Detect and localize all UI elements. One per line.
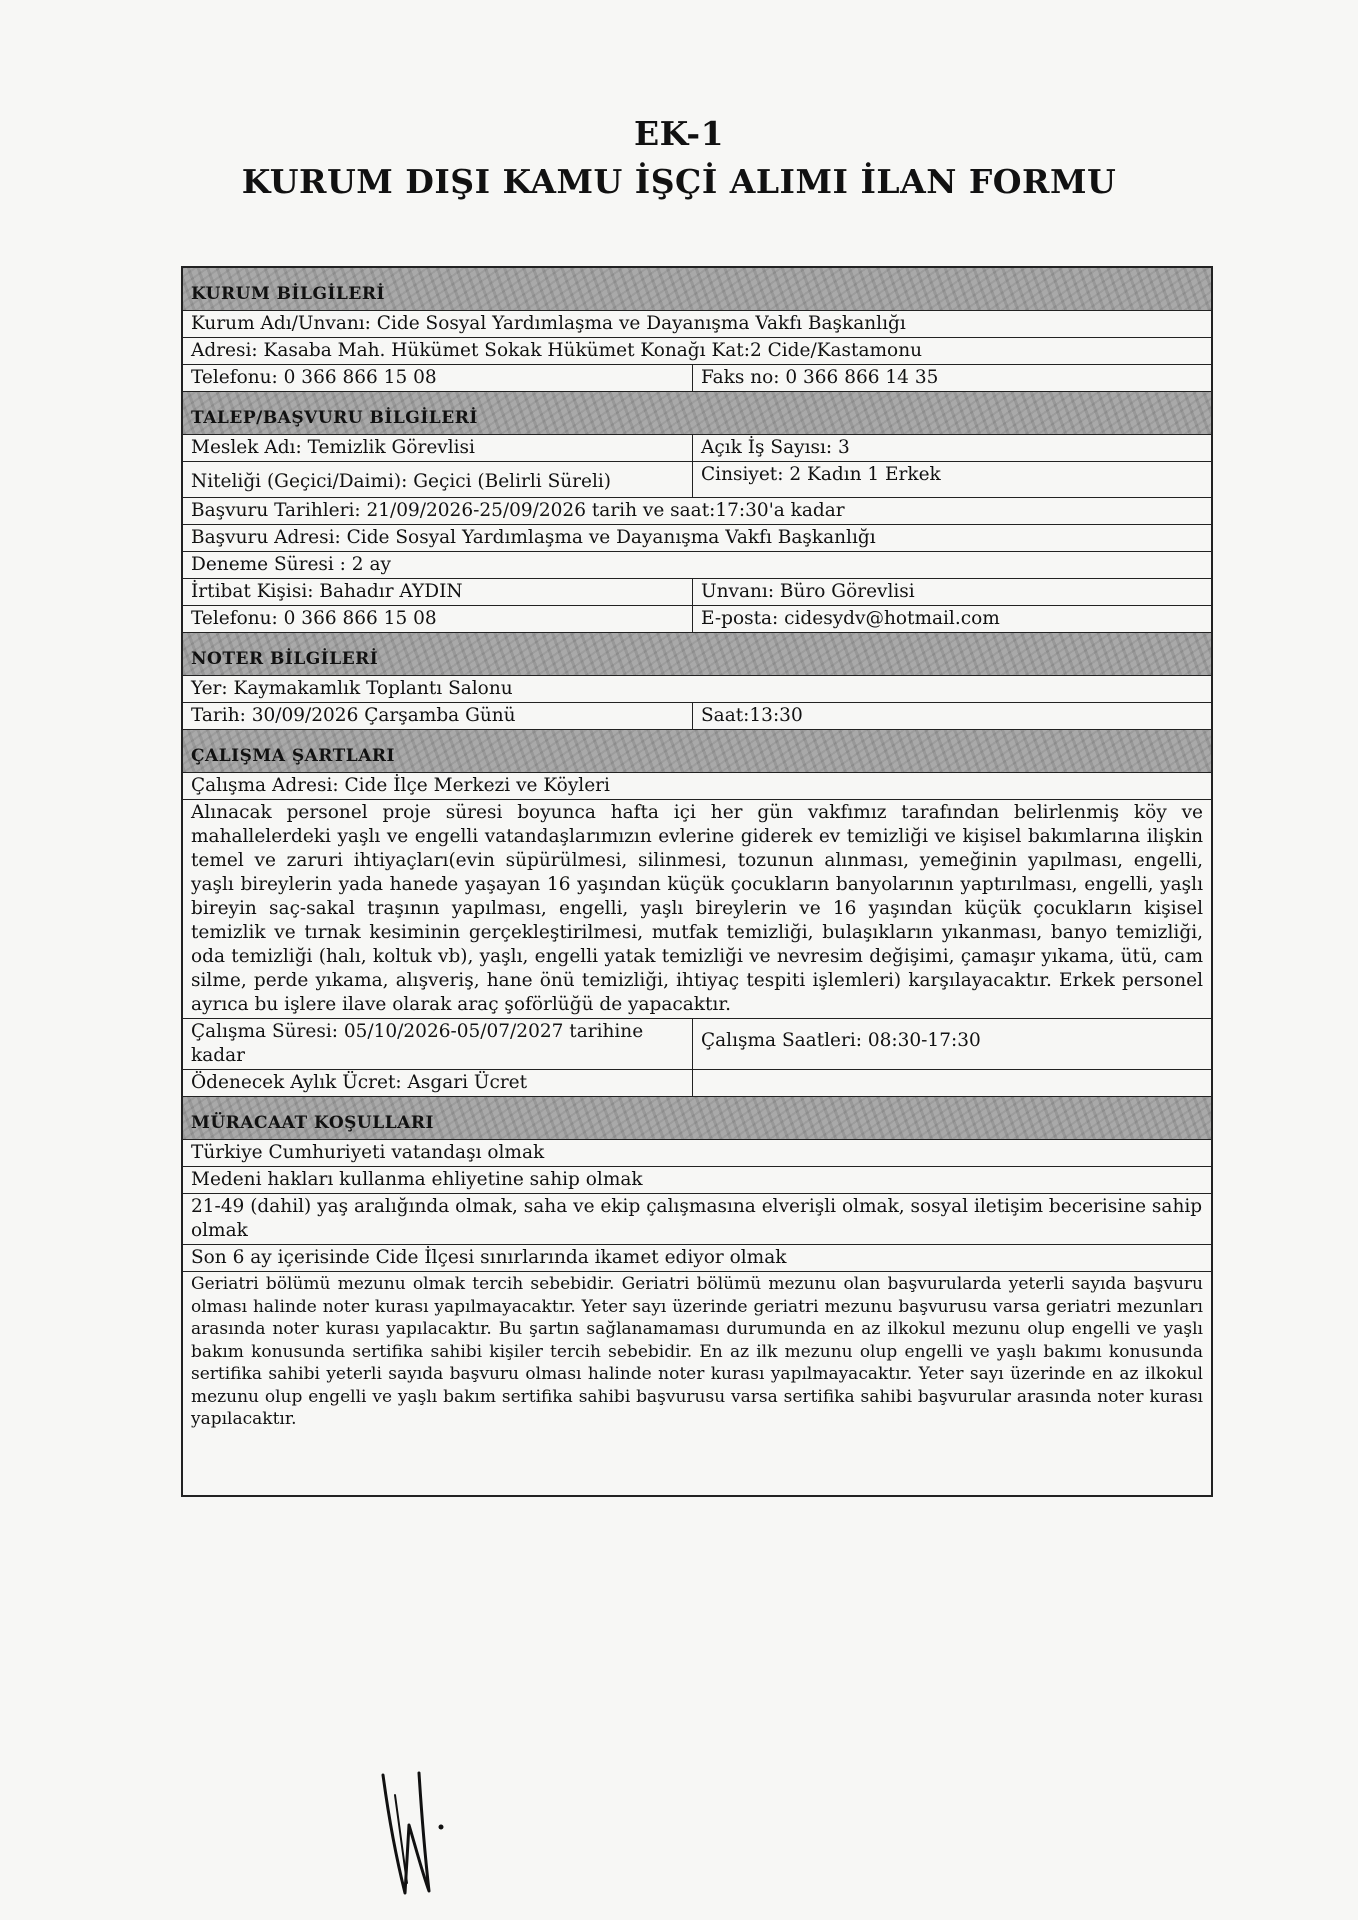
calisma-aciklama: Alınacak personel proje süresi boyunca hafta içi her gün vakfımız tarafından belirlenmiş köy ve mahallelerdeki yaşlı ve engelli vatandaşlarımızın evlerine giderek ev temizliği ve kişisel bakımlarına ilişkin temel ve zaruri ihtiyaçları(evin süpürülmesi, silinmesi, tozunun alınması, yemeğinin yapılması, engelli, yaşlı bireylerin yada hanede yaşayan 16 yaşından küçük çocukların banyolarının yaptırılması, engelli, yaşlı bireyin saç-sakal traşının yapılması, engelli, yaşlı bireylerin ve 16 yaşından küçük çocukların kişisel temizlik ve tırnak kesiminin gerçekleştirilmesi, mutfak temizliği, bulaşıkların yıkanması, banyo temizliği, oda temizliği (halı, koltuk vb), yaşlı, engelli yatak temizliği ve nevresim değişimi, çamaşır yıkama, ütü, cam silme, perde yıkama, alışveriş, hane önü temizliği, ihtiyaç tespiti işlemleri) karşılayacaktır. Erkek personel ayrıca bu işlere ilave olarak araç şoförlüğü de yapacaktır. xyxy=(191,802,1203,1015)
irtibat-eposta: E-posta: cidesydv@hotmail.com xyxy=(701,608,1000,629)
irtibat-unvan: Unvanı: Büro Görevlisi xyxy=(701,581,915,602)
noter-tarih: Tarih: 30/09/2026 Çarşamba Günü xyxy=(183,703,693,729)
kurum-adi: Kurum Adı/Unvanı: Cide Sosyal Yardımlaşma ve Dayanışma Vakfı Başkanlığı xyxy=(191,313,906,334)
row-calisma-suresi xyxy=(183,1019,1211,1070)
kosul-geriatri: Geriatri bölümü mezunu olmak tercih sebebidir. Geriatri bölümü mezunu olan başvurularda yeterli sayıda başvuru olması halinde noter kurası yapılmayacaktır. Yeter sayı üzerinde geriatri mezunu başvurusu varsa geriatri mezunları arasında noter kurası yapılacaktır. Bu şartın sağlanamaması durumunda en az ilkokul mezunu olup engelli ve yaşlı bakım konusunda sertifika sahibi kişiler tercih sebebidir. En az ilk mezunu olup engelli ve yaşlı bakımı konusunda sertifika sahibi yeterli sayıda başvuru olması halinde noter kurası yapılmayacaktır. Yeter sayı üzerinde en az ilkokul mezunu olup engelli ve yaşlı bakım sertifika sahibi başvurusu varsa sertifika sahibi başvurular arasında noter kurası yapılacaktır. xyxy=(191,1274,1203,1429)
calisma-suresi: Çalışma Süresi: 05/10/2026-05/07/2027 tarihine kadar xyxy=(183,1019,693,1069)
row-nitelik xyxy=(183,462,1211,498)
row-noter-tarih xyxy=(183,703,1211,730)
row-meslek xyxy=(183,435,1211,462)
row-ucret xyxy=(183,1070,1211,1097)
aylik-ucret: Ödenecek Aylık Ücret: Asgari Ücret xyxy=(183,1070,693,1096)
section-title-kurum: KURUM BİLGİLERİ xyxy=(191,284,385,304)
row-irtibat xyxy=(183,579,1211,606)
row-kurum-iletisim xyxy=(183,365,1211,392)
acik-is-sayisi: Açık İş Sayısı: 3 xyxy=(701,437,850,458)
section-title-noter: NOTER BİLGİLERİ xyxy=(191,649,379,669)
row-kosul-1 xyxy=(183,1140,1211,1167)
row-calisma-aciklama xyxy=(183,800,1211,1019)
annex-number: EK-1 xyxy=(633,114,725,153)
row-kosul-5 xyxy=(183,1272,1211,1495)
kurum-faks: Faks no: 0 366 866 14 35 xyxy=(701,367,939,388)
noter-saat: Saat:13:30 xyxy=(701,705,803,726)
irtibat-kisisi: İrtibat Kişisi: Bahadır AYDIN xyxy=(183,579,693,605)
kosul-medeni-haklar: Medeni hakları kullanma ehliyetine sahip olmak xyxy=(191,1169,643,1190)
section-talep xyxy=(183,392,1211,435)
calisma-adresi: Çalışma Adresi: Cide İlçe Merkezi ve Köyleri xyxy=(191,775,610,796)
row-kurum-adres xyxy=(183,338,1211,365)
row-kosul-4 xyxy=(183,1245,1211,1272)
row-basvuru-tarihleri xyxy=(183,498,1211,525)
kurum-adres: Adresi: Kasaba Mah. Hükümet Sokak Hükümet Konağı Kat:2 Cide/Kastamonu xyxy=(191,340,923,361)
section-title-talep: TALEP/BAŞVURU BİLGİLERİ xyxy=(191,408,478,428)
row-irtibat-iletisim xyxy=(183,606,1211,633)
noter-yer: Yer: Kaymakamlık Toplantı Salonu xyxy=(191,678,513,699)
basvuru-adresi: Başvuru Adresi: Cide Sosyal Yardımlaşma ve Dayanışma Vakfı Başkanlığı xyxy=(191,527,876,548)
section-calisma xyxy=(183,730,1211,773)
irtibat-telefon: Telefonu: 0 366 866 15 08 xyxy=(183,606,693,632)
signature-mark xyxy=(375,1765,455,1905)
kosul-vatandaslik: Türkiye Cumhuriyeti vatandaşı olmak xyxy=(191,1142,545,1163)
section-muracaat xyxy=(183,1097,1211,1140)
niteligi: Niteliği (Geçici/Daimi): Geçici (Belirli Süreli) xyxy=(183,462,693,497)
section-kurum xyxy=(183,268,1211,311)
row-kosul-2 xyxy=(183,1167,1211,1194)
row-kurum-adi xyxy=(183,311,1211,338)
row-deneme-suresi xyxy=(183,552,1211,579)
section-title-muracaat: MÜRACAAT KOŞULLARI xyxy=(191,1113,434,1133)
ucret-empty-cell xyxy=(693,1070,1211,1096)
row-noter-yer xyxy=(183,676,1211,703)
kosul-yas-araligi: 21-49 (dahil) yaş aralığında olmak, saha ve ekip çalışmasına elverişli olmak, sosyal iletişim becerisine sahip olmak xyxy=(191,1196,1203,1241)
document-header xyxy=(0,110,1358,206)
calisma-saatleri: Çalışma Saatleri: 08:30-17:30 xyxy=(701,1030,981,1051)
basvuru-tarihleri: Başvuru Tarihleri: 21/09/2026-25/09/2026 tarih ve saat:17:30'a kadar xyxy=(191,500,845,521)
kurum-telefon: Telefonu: 0 366 866 15 08 xyxy=(183,365,693,391)
row-calisma-adresi xyxy=(183,773,1211,800)
row-kosul-3 xyxy=(183,1194,1211,1245)
form-title: KURUM DIŞI KAMU İŞÇİ ALIMI İLAN FORMU xyxy=(241,162,1117,201)
deneme-suresi: Deneme Süresi : 2 ay xyxy=(191,554,391,575)
meslek-adi: Meslek Adı: Temizlik Görevlisi xyxy=(183,435,693,461)
row-basvuru-adresi xyxy=(183,525,1211,552)
kosul-ikamet: Son 6 ay içerisinde Cide İlçesi sınırlarında ikamet ediyor olmak xyxy=(191,1247,787,1268)
announcement-form xyxy=(181,266,1213,1497)
cinsiyet: Cinsiyet: 2 Kadın 1 Erkek xyxy=(701,464,941,485)
section-noter xyxy=(183,633,1211,676)
section-title-calisma: ÇALIŞMA ŞARTLARI xyxy=(191,746,395,766)
